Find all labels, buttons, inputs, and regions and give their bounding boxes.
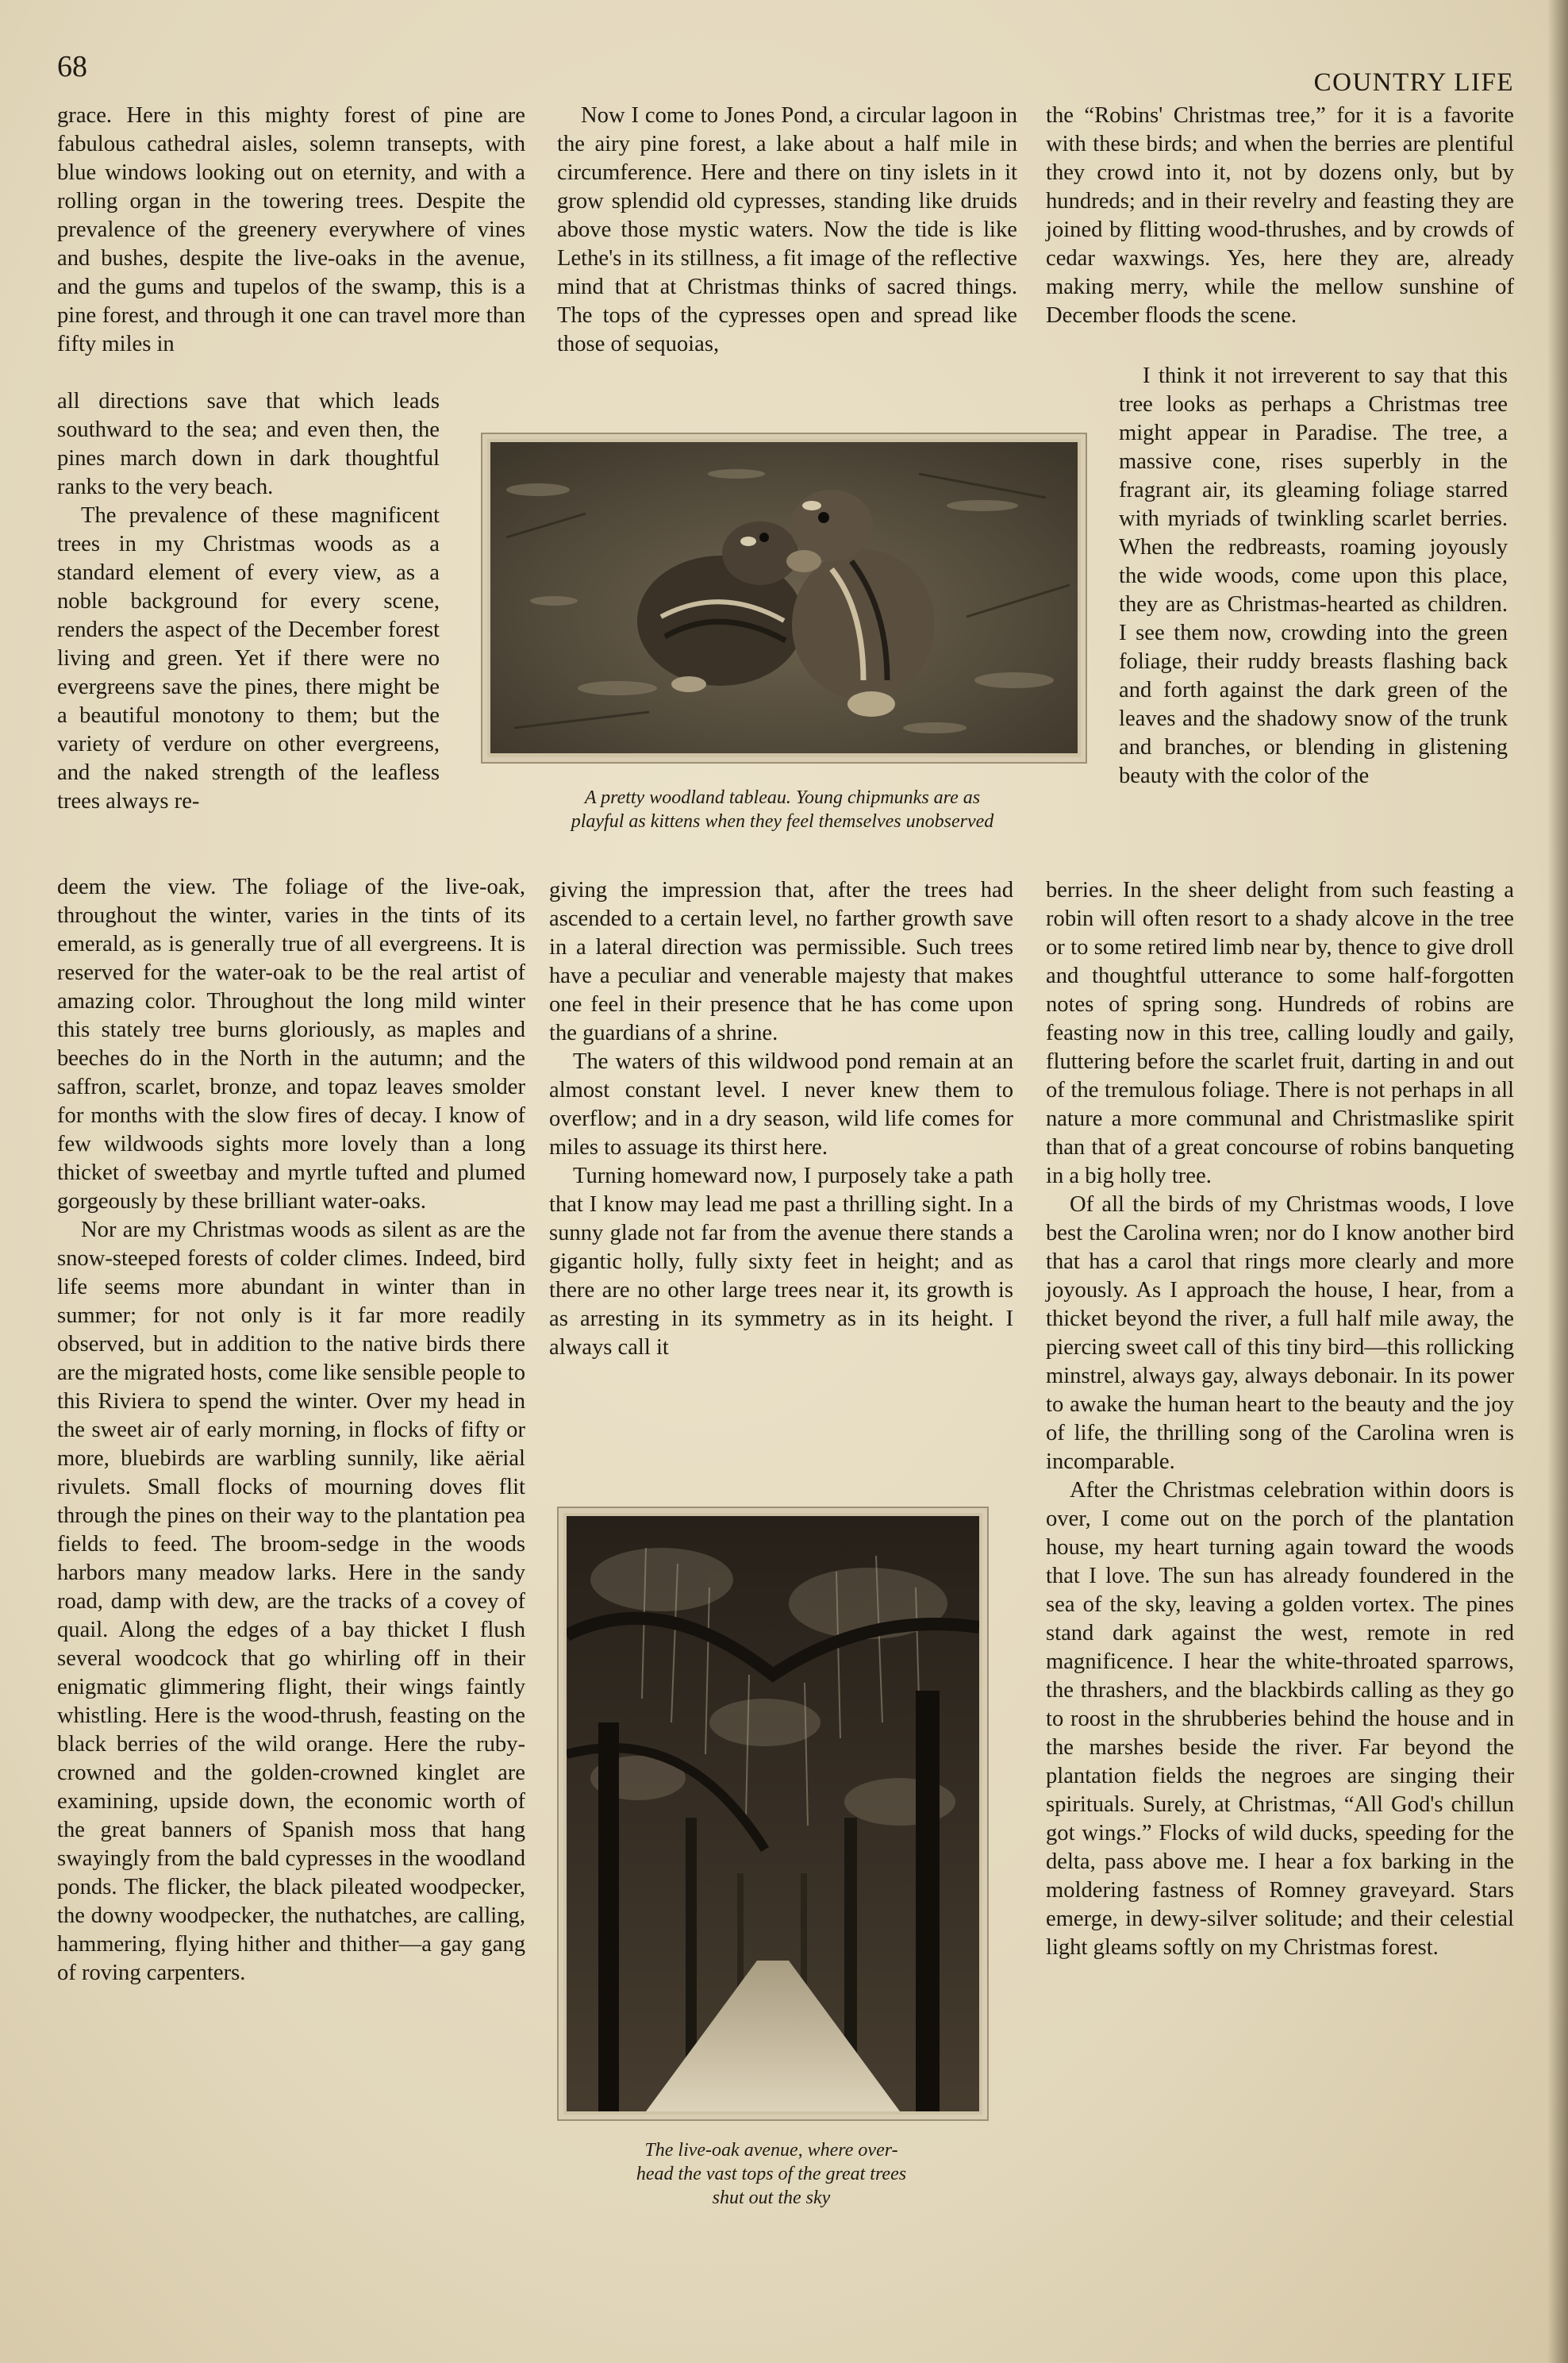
paragraph: I think it not irreverent to say that this tree looks as perhaps a Christmas tree might appear in Paradise. The tree, a massive cone, rises superbly in the fragrant air, its gleaming foliage starred with myriads of twinkling scarlet berries. When the redbreasts, roaming joyously the wide woods, come upon this place, they are as Christmas-hearted as children. I see them now, crowding into the green foliage, their ruddy breasts flashing back and forth against the dark green of the leaves and the shadowy snow of the trunk and branches, or blending in glistening beauty with the color of the	[1119, 364, 1508, 788]
chipmunk-photo-image	[490, 442, 1078, 753]
column-3-bottom	[1046, 876, 1514, 1962]
paragraph: berries. In the sheer delight from such feasting a robin will often resort to a shady alcove in the tree or to some retired limb near by, thence to give droll and thoughtful utterance to some half-forgotten notes of spring song. Hundreds of robins are feasting now in this tree, calling loudly and gaily, fluttering before the scarlet fruit, darting in and out of the tremulous foliage. There is not perhaps in all nature a more communal and Christmaslike spirit than that of a great concourse of robins banqueting in a big holly tree.	[1046, 878, 1514, 1188]
live-oak-caption	[557, 2138, 986, 2210]
paragraph: The prevalence of these magnificent trees in my Christmas woods as a standard element of every view, as a noble background for every scene, renders the aspect of the December forest living and green. Yet if there were no evergreens save the pines, there might be a beautiful monotony to them; but the variety of verdure on other evergreens, and the naked strength of the leafless trees always re-	[57, 503, 440, 814]
paragraph: giving the impression that, after the trees had ascended to a certain level, no farther growth save in a lateral direction was permissible. Such trees have a peculiar and venerable majesty that makes one feel in their presence that he has come upon the guardians of a shrine.	[549, 878, 1013, 1045]
paragraph: Turning homeward now, I purposely take a path that I know may lead me past a thrilling sight. In a sunny glade not far from the avenue there stands a gigantic holly, fully sixty feet in height; and as there are no other large trees near it, its growth is as arresting in its symmetry as in its height. I always call it	[549, 1164, 1013, 1360]
column-2-top	[557, 102, 1017, 359]
paragraph: After the Christmas celebration within doors is over, I come out on the porch of the plantation house, my heart turning again toward the woods that I love. The sun has already foundered in the sea of the sky, leaving a golden vortex. The pines stand dark against the west, remote in red magnificence. I hear the white-throated sparrows, the thrashers, and the blackbirds calling as they go to roost in the shrubberies behind the house and in the marshes beside the river. Far beyond the plantation fields the negroes are singing their spirituals. Surely, at Christmas, “All God's chillun got wings.” Flocks of wild ducks, speeding for the delta, pass above me. I hear a fox barking in the moldering fastness of Romney graveyard. Stars emerge, in dewy-silver solitude; and their celestial light gleams softly on my Christmas forest.	[1046, 1478, 1514, 1960]
paragraph: deem the view. The foliage of the live-oak, throughout the winter, varies in the tints of its emerald, as is generally true of all evergreens. It is reserved for the water-oak to be the real artist of amazing color. Throughout the long mild winter this stately tree burns gloriously, as maples and beeches do in the North in the autumn; and the saffron, scarlet, bronze, and topaz leaves smolder for months with the slow fires of decay. I know of few wildwoods sights more lovely than a long thicket of sweetbay and myrtle tufted and plumed gorgeously by these brilliant water-oaks.	[57, 875, 525, 1214]
paragraph: Nor are my Christmas woods as silent as are the snow-steeped forests of colder climes. Indeed, bird life seems more abundant in winter than in summer; for not only is it far more readily observed, but in addition to the native birds there are the migrated hosts, come like sensible people to this Riviera to spend the winter. Over my head in the sweet air of early morning, in flocks of fifty or more, bluebirds are warbling sunnily, like aërial rivulets. Small flocks of mourning doves flit through the pines on their way to the plantation pea fields to feed. The broom-sedge in the woods harbors many meadow larks. Here in the sandy road, damp with dew, are the tracks of a covey of quail. Along the edges of a bay thicket I flush several woodcock that go whirling off in their enigmatic glimmering flight, their wings faintly whistling. Here is the wood-thrush, feasting on the black berries of the wild orange. Here the ruby-crowned and the golden-crowned kinglet are examining, upside down, the economic worth of the great banners of Spanish moss that hang swayingly from the bald cypresses in the woodland ponds. The flicker, the black pileated woodpecker, the downy woodpecker, the nuthatches, are calling, hammering, flying hither and thither—a gay gang of roving carpenters.	[57, 1218, 525, 1985]
paragraph: grace. Here in this mighty forest of pine are fabulous cathedral aisles, solemn transepts, with blue windows looking out on eternity, and with a rolling organ in the towering trees. Despite the prevalence of the greenery everywhere of vines and bushes, despite the live-oaks in the avenue, and the gums and tupelos of the swamp, this is a pine forest, and through it one can travel more than fifty miles in	[57, 103, 525, 356]
caption-line: A pretty woodland tableau. Young chipmunks are as	[584, 787, 981, 808]
column-1-bottom	[57, 873, 525, 1988]
paragraph: the “Robins' Christmas tree,” for it is a favorite with these birds; and when the berries are plentiful they crowd into it, not by dozens only, but by hundreds; and in their revelry and feasting they are joined by flitting wood-thrushes, and by crowds of cedar waxwings. Yes, here they are, already making merry, while the mellow sunshine of December floods the scene.	[1046, 103, 1514, 328]
live-oak-avenue-image	[567, 1516, 979, 2111]
page-number: 68	[57, 50, 87, 83]
live-oak-avenue-photo	[557, 1507, 989, 2121]
column-3-top	[1046, 102, 1514, 330]
paragraph: Now I come to Jones Pond, a circular lagoon in the airy pine forest, a lake about a half mile in circumference. Here and there on tiny islets in it grow splendid old cypresses, standing like druids above those mystic waters. Now the tide is like Lethe's in its stillness, a fit image of the reflective mind that at Christmas thinks of sacred things. The tops of the cypresses open and spread like those of sequoias,	[557, 103, 1017, 356]
chipmunk-caption	[481, 786, 1084, 833]
running-head: COUNTRY LIFE	[1313, 68, 1514, 97]
column-1-top	[57, 102, 525, 359]
paragraph: The waters of this wildwood pond remain at an almost constant level. I never knew them to overflow; and in a dry season, wild life comes for miles to assuage its thirst here.	[549, 1049, 1013, 1160]
paragraph: Of all the birds of my Christmas woods, I love best the Carolina wren; nor do I know another bird that has a carol that rings more clearly and more joyously. As I approach the house, I hear, from a thicket beyond the river, a full half mile away, the piercing sweet call of this tiny bird—this rollicking minstrel, always gay, always debonair. In its power to awake the human heart to the beauty and the joy of life, the thrilling song of the Carolina wren is incomparable.	[1046, 1192, 1514, 1474]
caption-line: head the vast tops of the great trees	[636, 2164, 907, 2184]
column-3-wrap	[1119, 362, 1508, 791]
caption-line: The live-oak avenue, where over-	[644, 2140, 898, 2161]
column-1-wrap	[57, 387, 440, 816]
page-edge-shadow	[1547, 0, 1568, 2363]
chipmunk-photo	[481, 433, 1087, 764]
paragraph: all directions save that which leads southward to the sea; and even then, the pines march down in dark thoughtful ranks to the very beach.	[57, 389, 440, 499]
column-2-middle	[549, 876, 1013, 1362]
caption-line: shut out the sky	[712, 2188, 831, 2208]
caption-line: playful as kittens when they feel themselves unobserved	[571, 811, 994, 832]
